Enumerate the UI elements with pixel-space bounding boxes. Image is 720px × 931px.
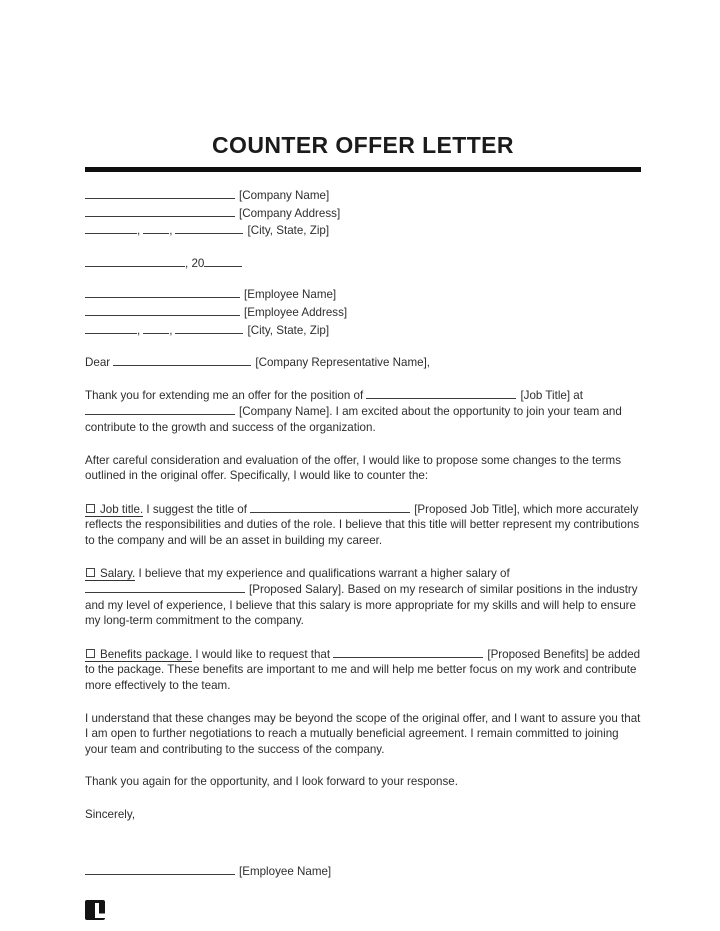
- salutation-line: [85, 354, 641, 372]
- salary-text-2: [Proposed Salary]. Based on my research of similar positions in the industry and my level of experience, I believe that this salary is more appropriate for my skills and will help to ensure my long-term commitment to the company.: [85, 583, 638, 628]
- closing-line: Sincerely,: [85, 808, 136, 822]
- paragraph-intro: [85, 387, 641, 436]
- employee-address-label: [Employee Address]: [244, 305, 348, 319]
- company-address-block: [85, 187, 641, 240]
- blank-job-title: [366, 387, 516, 399]
- company-city-label: [City, State, Zip]: [247, 224, 330, 238]
- employee-address-block: [85, 286, 641, 339]
- page-title: COUNTER OFFER LETTER: [212, 132, 514, 158]
- blank-date: [85, 255, 185, 267]
- employee-name-label: [Employee Name]: [244, 288, 337, 302]
- blank-employee-zip: [175, 322, 243, 334]
- blank-employee-city: [85, 322, 137, 334]
- blank-company-name: [85, 187, 235, 199]
- job-title-lead: [85, 503, 143, 518]
- legaltemplates-logo-icon: [85, 899, 641, 926]
- employee-name-line: [85, 286, 641, 304]
- comma: ,: [169, 224, 173, 238]
- paragraph-consideration: After careful consideration and evaluation of the offer, I would like to propose some changes to the terms outlined in the original offer. Specifically, I would like to counter the:: [85, 453, 621, 483]
- company-name-line: [85, 187, 641, 205]
- date-year-prefix: , 20: [185, 256, 205, 270]
- date-line: [85, 255, 641, 273]
- job-title-text-1: I suggest the title of: [146, 502, 247, 516]
- company-address-line: [85, 205, 641, 223]
- blank-employee-address: [85, 304, 240, 316]
- paragraph-thanks: Thank you again for the opportunity, and I look forward to your response.: [85, 775, 458, 789]
- intro-text-1: Thank you for extending me an offer for the position of: [85, 388, 364, 402]
- comma: ,: [137, 323, 141, 337]
- salutation-prefix: Dear: [85, 356, 111, 370]
- blank-proposed-benefits: [333, 646, 483, 658]
- salary-lead: [85, 567, 135, 582]
- blank-signature: [85, 863, 235, 875]
- benefits-lead: [85, 648, 192, 663]
- blank-employee-name: [85, 286, 240, 298]
- comma: ,: [137, 224, 141, 238]
- company-address-label: [Company Address]: [239, 206, 341, 220]
- blank-proposed-job-title: [250, 501, 410, 513]
- comma: ,: [169, 323, 173, 337]
- benefits-lead-label: Benefits package.: [100, 647, 193, 661]
- blank-employee-state: [143, 322, 169, 334]
- paragraph-job-title: [85, 501, 641, 549]
- company-city-line: [85, 222, 641, 240]
- checkbox-job-title-icon: [86, 504, 95, 513]
- blank-proposed-salary: [85, 581, 245, 593]
- blank-company-state: [143, 222, 169, 234]
- salary-text-1: I believe that my experience and qualifications warrant a higher salary of: [138, 566, 510, 580]
- title-divider: [85, 167, 641, 172]
- job-title-text-2: [Proposed Job Title], which more accurately reflects the responsibilities and duties of the role. I believe that this title will better represent my contributions to the company and will be an asset in building my career.: [85, 502, 640, 547]
- employee-city-line: [85, 322, 641, 340]
- salutation-label: [Company Representative Name],: [255, 356, 431, 370]
- checkbox-salary-icon: [86, 568, 95, 577]
- employee-address-line: [85, 304, 641, 322]
- intro-text-2: [Job Title] at: [520, 388, 583, 402]
- blank-year: [204, 255, 242, 267]
- blank-company-city: [85, 222, 137, 234]
- signature-label: [Employee Name]: [239, 864, 332, 878]
- signature-block: [85, 863, 641, 880]
- counter-offer-letter: [85, 132, 641, 926]
- employee-city-label: [City, State, Zip]: [247, 323, 330, 337]
- paragraph-understand: I understand that these changes may be beyond the scope of the original offer, and I want to assure you that I am open to further negotiations to reach a mutually beneficial agreement. I remain committed to joining your team and contributing to the success of the company.: [85, 711, 641, 756]
- checkbox-benefits-icon: [86, 649, 95, 658]
- paragraph-benefits: [85, 646, 641, 694]
- blank-company-address: [85, 205, 235, 217]
- benefits-text-2: [Proposed Benefits] be added to the package. These benefits are important to me and will help me better focus on my work and contribute more effectively to the team.: [85, 647, 641, 693]
- benefits-text-1: I would like to request that: [195, 647, 331, 661]
- paragraph-salary: [85, 566, 641, 629]
- blank-company-name-2: [85, 403, 235, 415]
- job-title-lead-label: Job title.: [100, 502, 144, 516]
- blank-company-zip: [175, 222, 243, 234]
- blank-representative-name: [113, 354, 251, 366]
- company-name-label: [Company Name]: [239, 189, 330, 202]
- intro-text-3: [Company Name]. I am excited about the opportunity to join your team and contribute to the growth and success of the organization.: [85, 405, 622, 434]
- salary-lead-label: Salary.: [100, 566, 136, 580]
